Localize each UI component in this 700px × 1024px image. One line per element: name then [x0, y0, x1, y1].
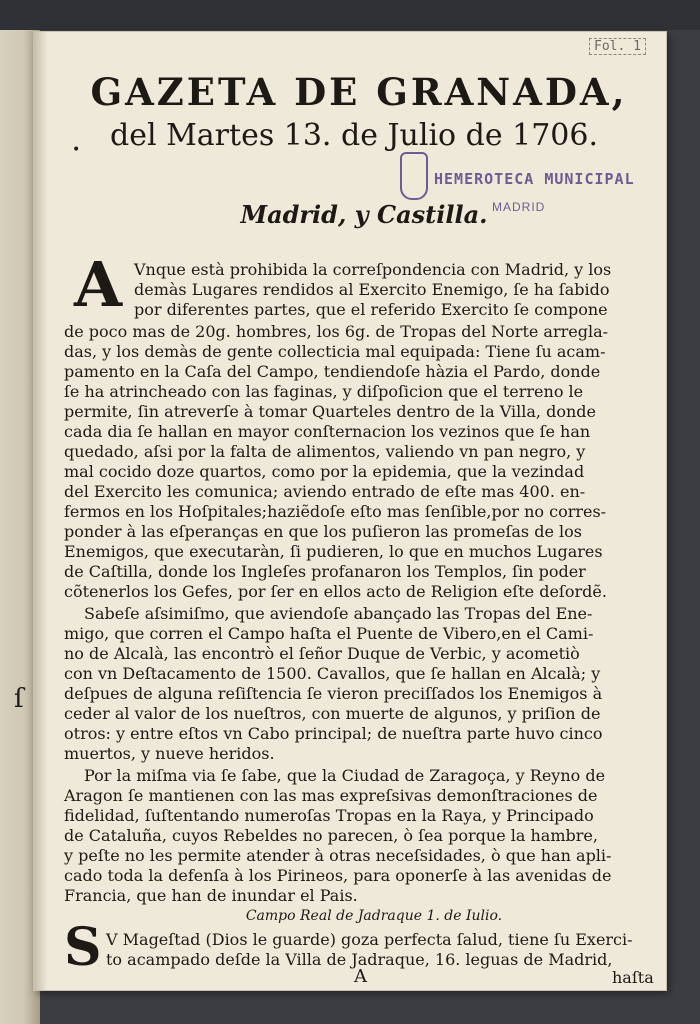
text-line: pamento en la Caſa del Campo, tendiendoſe hàzia el Pardo, donde [64, 362, 601, 381]
text-line: das, y los demàs de gente collecticia mal equipada: Tiene ſu acam- [64, 342, 606, 361]
text-line: otros: y entre eſtos vn Cabo principal; de nueſtra parte huvo cinco [64, 724, 603, 743]
stamp-institution: HEMEROTECA MUNICIPAL [434, 170, 635, 188]
text-line: fermos en los Hoſpitales;haziẽdoſe eſto mas ſenſible,por no corres- [64, 502, 607, 521]
catchword: haſta [612, 968, 654, 987]
text-line: to acampado deſde la Villa de Jadraque, 16. leguas de Madrid, [106, 950, 613, 969]
text-line: Por la miſma via ſe ſabe, que la Ciudad de Zaragoça, y Reyno de [84, 766, 606, 785]
text-line: demàs Lugares rendidos al Exercito Enemigo, ſe ha ſabido [134, 280, 610, 299]
text-line: V Mageſtad (Dios le guarde) goza perfecta ſalud, tiene ſu Exerci- [106, 930, 633, 949]
text-line: Sabeſe aſsimiſmo, que aviendoſe abançado las Tropas del Ene- [84, 604, 593, 623]
text-line: mal cocido doze quartos, como por la epidemia, que la vezindad [64, 462, 585, 481]
masthead-bullet: • [72, 142, 81, 158]
text-line: cada dia ſe hallan en mayor conſternacion los vezinos que ſe han [64, 422, 591, 441]
text-line: deſpues de alguna reſiſtencia ſe vieron preciſſados los Enemigos à [64, 684, 603, 703]
scanner-background-top [0, 0, 700, 30]
text-line: ponder à las eſperanças en que los puſieron las promeſas de los [64, 522, 582, 541]
folio-pencil-mark: Fol. 1 [589, 38, 646, 55]
text-line: con vn Deſtacamento de 1500. Cavallos, que ſe hallan en Alcalà; y [64, 664, 601, 683]
text-line: migo, que corren el Campo haſta el Puente de Vibero,en el Cami- [64, 624, 594, 643]
text-line: fidelidad, ſuſtentando numeroſas Tropas en la Raya, y Principado [64, 806, 594, 825]
dateline: Campo Real de Jadraque 1. de Iulio. [245, 908, 503, 924]
text-line: Enemigos, que executaràn, ſi pudieren, lo que en muchos Lugares [64, 542, 603, 561]
newspaper-page [34, 32, 666, 990]
text-line: y peſte no les permite atender à otras neceſsidades, ò que han apli- [64, 846, 612, 865]
text-line: muertos, y nueve heridos. [64, 744, 275, 763]
text-line: por diferentes partes, que el referido Exercito ſe compone [134, 300, 608, 319]
text-line: Francia, que han de inundar el Pais. [64, 886, 358, 905]
signature-mark: A [354, 966, 367, 987]
text-line: permite, ſin atreverſe à tomar Quarteles dentro de la Villa, donde [64, 402, 596, 421]
text-line: de Caſtilla, donde los Ingleſes profanaron los Templos, ſin poder [64, 562, 586, 581]
stamp-city: MADRID [492, 200, 546, 214]
text-line: de poco mas de 20g. hombres, los 6g. de Tropas del Norte arregla- [64, 322, 609, 341]
masthead-date: del Martes 13. de Julio de 1706. [109, 118, 599, 153]
text-line: Vnque està prohibida la correſpondencia con Madrid, y los [134, 260, 612, 279]
drop-cap-s: S [64, 917, 102, 978]
text-line: Aragon ſe mantienen con las mas expreſsivas demonſtraciones de [64, 786, 598, 805]
text-line: quedado, aſsi por la falta de alimentos, valiendo vn pan negro, y [64, 442, 586, 461]
page-gutter-shadow [34, 32, 48, 990]
text-line: no de Alcalà, las encontrò el ſeñor Duque de Verbic, y acometiò [64, 644, 580, 663]
text-line: cado toda la defenſa à los Pirineos, para oponerſe à las avenidas de [64, 866, 612, 885]
section-heading: Madrid, y Castilla. [240, 200, 488, 229]
masthead-title: GAZETA DE GRANADA, [90, 70, 628, 114]
text-line: del Exercito les comunica; aviendo entrado de eſte mas 400. en- [64, 482, 586, 501]
text-line: de Cataluña, cuyos Rebeldes no parecen, ò ſea porque la hambre, [64, 826, 598, 845]
coat-of-arms-icon [400, 152, 428, 200]
margin-ink-mark: ſ [14, 684, 24, 714]
text-line: cõtenerlos los Gefes, por ſer en ellos acto de Religion eſte deſordẽ. [64, 582, 607, 601]
text-line: ſe ha atrincheado con las faginas, y diſpoſicion que el terreno le [64, 382, 584, 401]
text-line: ceder al valor de los nueſtros, con muerte de algunos, y priſion de [64, 704, 601, 723]
drop-cap-a: A [74, 248, 123, 321]
